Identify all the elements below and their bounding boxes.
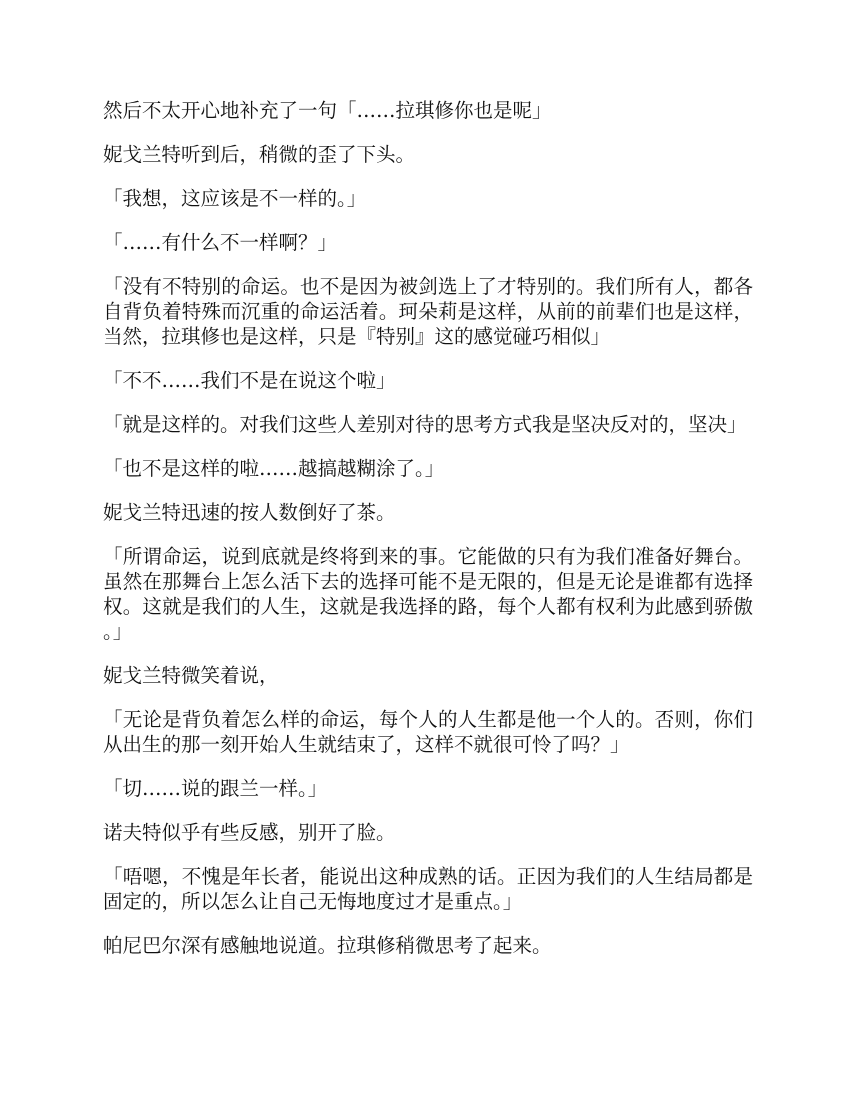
paragraph: 妮戈兰特听到后，稍微的歪了下头。	[103, 143, 416, 166]
paragraph: 「就是这样的。对我们这些人差别对待的思考方式我是坚决反对的，坚决」	[103, 413, 747, 436]
paragraph: 妮戈兰特迅速的按人数倒好了茶。	[103, 501, 396, 524]
paragraph: 「也不是这样的啦……越搞越糊涂了。」	[103, 457, 445, 480]
paragraph: 「无论是背负着怎么样的命运，每个人的人生都是他一个人的。否则，你们从出生的那一刻开始人生就结束了，这样不就很可怜了吗？」	[103, 708, 753, 756]
paragraph: 妮戈兰特微笑着说，	[103, 664, 279, 687]
paragraph: 「没有不特别的命运。也不是因为被剑选上了才特别的。我们所有人，都各自背负着特殊而沉重的命运活着。珂朵莉是这样，从前的前辈们也是这样，当然，拉琪修也是这样，只是『特别』这的感觉碰巧相似」	[103, 275, 753, 348]
paragraph: 「所谓命运，说到底就是终将到来的事。它能做的只有为我们准备好舞台。虽然在那舞台上怎么活下去的选择可能不是无限的，但是无论是谁都有选择权。这就是我们的人生，这就是我选择的路，每个人都有权利为此感到骄傲。」	[103, 545, 753, 643]
paragraph: 帕尼巴尔深有感触地说道。拉琪修稍微思考了起来。	[103, 934, 552, 957]
paragraph: 然后不太开心地补充了一句「……拉琪修你也是呢」	[103, 99, 552, 122]
paragraph: 「我想，这应该是不一样的。」	[103, 187, 367, 210]
paragraph: 「不不……我们不是在说这个啦」	[103, 369, 396, 392]
paragraph: 诺夫特似乎有些反感，别开了脸。	[103, 821, 396, 844]
paragraph: 「切……说的跟兰一样。」	[103, 777, 328, 800]
document-page	[103, 98, 753, 977]
paragraph: 「……有什么不一样啊？」	[103, 231, 338, 254]
paragraph: 「唔嗯，不愧是年长者，能说出这种成熟的话。正因为我们的人生结局都是固定的，所以怎么让自己无悔地度过才是重点。」	[103, 865, 753, 913]
